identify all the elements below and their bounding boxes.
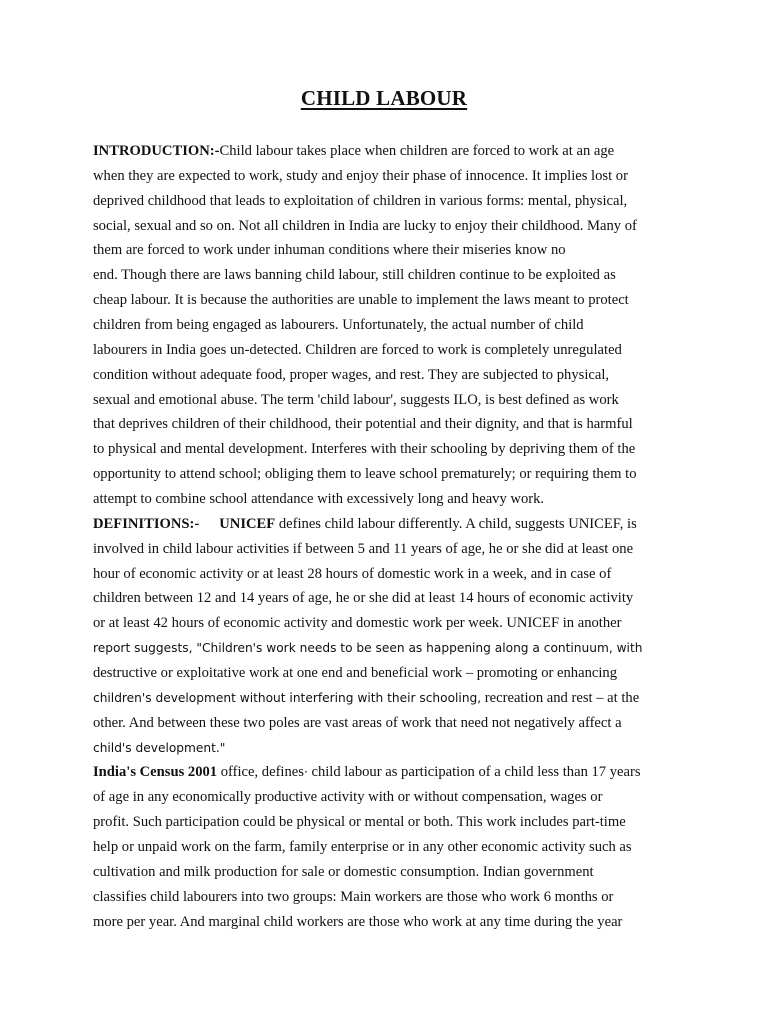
text-run: children from being engaged as labourers. Unfortunately, the actual number of child <box>93 317 584 334</box>
text-line <box>93 586 673 611</box>
text-run: INTRODUCTION:- <box>93 143 220 159</box>
text-run: profit. Such participation could be physical or mental or both. This work includes part-time <box>93 814 626 831</box>
text-line <box>93 288 673 313</box>
text-line <box>93 736 673 761</box>
text-run: cheap labour. It is because the authorities are unable to implement the laws meant to protect <box>93 292 629 309</box>
text-run: child labour as participation of a child less than 17 years <box>307 764 641 781</box>
text-line <box>93 562 673 587</box>
text-line <box>93 487 673 512</box>
text-run: deprived childhood that leads to exploitation of children in various forms: mental, physical, <box>93 192 628 209</box>
text-line <box>93 338 673 363</box>
text-run: end. Though there are laws banning child labour, still children continue to be exploited as <box>93 267 616 284</box>
text-line <box>93 363 673 388</box>
text-run: children between 12 and 14 years of age, he or she did at least 14 hours of economic activity <box>93 590 634 607</box>
text-run: cultivation and milk production for sale or domestic consumption. Indian government <box>93 863 594 880</box>
text-line <box>93 462 673 487</box>
text-line <box>93 214 673 239</box>
text-line <box>93 711 673 736</box>
text-run: office, defines <box>217 764 304 781</box>
text-run: defines child labour differently. A child, suggests UNICEF, is <box>275 515 637 532</box>
text-run: child's development." <box>93 740 226 755</box>
text-line <box>93 139 673 164</box>
text-run: labourers in India goes un-detected. Children are forced to work is completely unregulated <box>93 341 622 358</box>
text-run: when they are expected to work, study and enjoy their phase of innocence. It implies lost or <box>93 167 628 184</box>
document-body <box>93 139 673 935</box>
text-run: report suggests, "Children's work needs to be seen as happening along a continuum, with <box>93 641 643 656</box>
text-line <box>93 263 673 288</box>
page-title: CHILD LABOUR <box>300 86 468 110</box>
text-line <box>93 910 673 935</box>
text-run: DEFINITIONS:- <box>93 515 200 532</box>
text-run: children's development without interfering with their schooling, <box>93 690 482 705</box>
text-line <box>93 661 673 686</box>
text-run: to physical and mental development. Interferes with their schooling by depriving them of the <box>93 441 636 458</box>
text-run: that deprives children of their childhood, their potential and their dignity, and that is harmful <box>93 416 633 433</box>
text-run: them are forced to work under inhuman conditions where their miseries know no <box>93 242 566 259</box>
text-run: involved in child labour activities if between 5 and 11 years of age, he or she did at least one <box>93 540 634 557</box>
text-run: · <box>303 765 308 780</box>
text-line <box>93 785 673 810</box>
text-line <box>93 611 673 636</box>
text-line <box>93 537 673 562</box>
text-run: India's Census 2001 <box>93 764 218 781</box>
text-line <box>93 437 673 462</box>
text-run: attempt to combine school attendance with excessively long and heavy work. <box>93 491 545 508</box>
text-line <box>93 238 673 263</box>
text-line <box>93 512 673 537</box>
text-line <box>93 686 673 711</box>
text-line <box>93 164 673 189</box>
text-run: or at least 42 hours of economic activity and domestic work per week. UNICEF in another <box>93 615 622 632</box>
text-line <box>93 835 673 860</box>
text-line <box>93 636 673 661</box>
text-line <box>93 760 673 785</box>
text-run: opportunity to attend school; obliging them to leave school prematurely; or requiring them to <box>93 466 637 483</box>
text-line <box>93 412 673 437</box>
text-line <box>93 388 673 413</box>
text-run: recreation and rest – at the <box>481 689 640 706</box>
text-run: of age in any economically productive activity with or without compensation, wages or <box>93 789 603 806</box>
text-run: classifies child labourers into two groups: Main workers are those who work 6 months or <box>93 888 614 905</box>
text-run: social, sexual and so on. Not all children in India are lucky to enjoy their childhood. Many of <box>93 217 637 234</box>
text-line <box>93 810 673 835</box>
text-run: Child labour takes place when children are forced to work at an age <box>219 143 615 159</box>
text-run: sexual and emotional abuse. The term 'child labour', suggests ILO, is best defined as work <box>93 391 619 408</box>
text-run: destructive or exploitative work at one end and beneficial work – promoting or enhancing <box>93 665 617 682</box>
text-line <box>93 313 673 338</box>
text-line <box>93 860 673 885</box>
text-line <box>93 189 673 214</box>
text-line <box>93 885 673 910</box>
text-run: help or unpaid work on the farm, family enterprise or in any other economic activity such as <box>93 839 632 856</box>
text-run: other. And between these two poles are vast areas of work that need not negatively affect a <box>93 714 622 731</box>
text-run: more per year. And marginal child workers are those who work at any time during the year <box>93 913 623 930</box>
text-run: UNICEF <box>219 515 276 532</box>
text-run: hour of economic activity or at least 28 hours of domestic work in a week, and in case of <box>93 565 612 582</box>
text-run: condition without adequate food, proper wages, and rest. They are subjected to physical, <box>93 366 610 383</box>
